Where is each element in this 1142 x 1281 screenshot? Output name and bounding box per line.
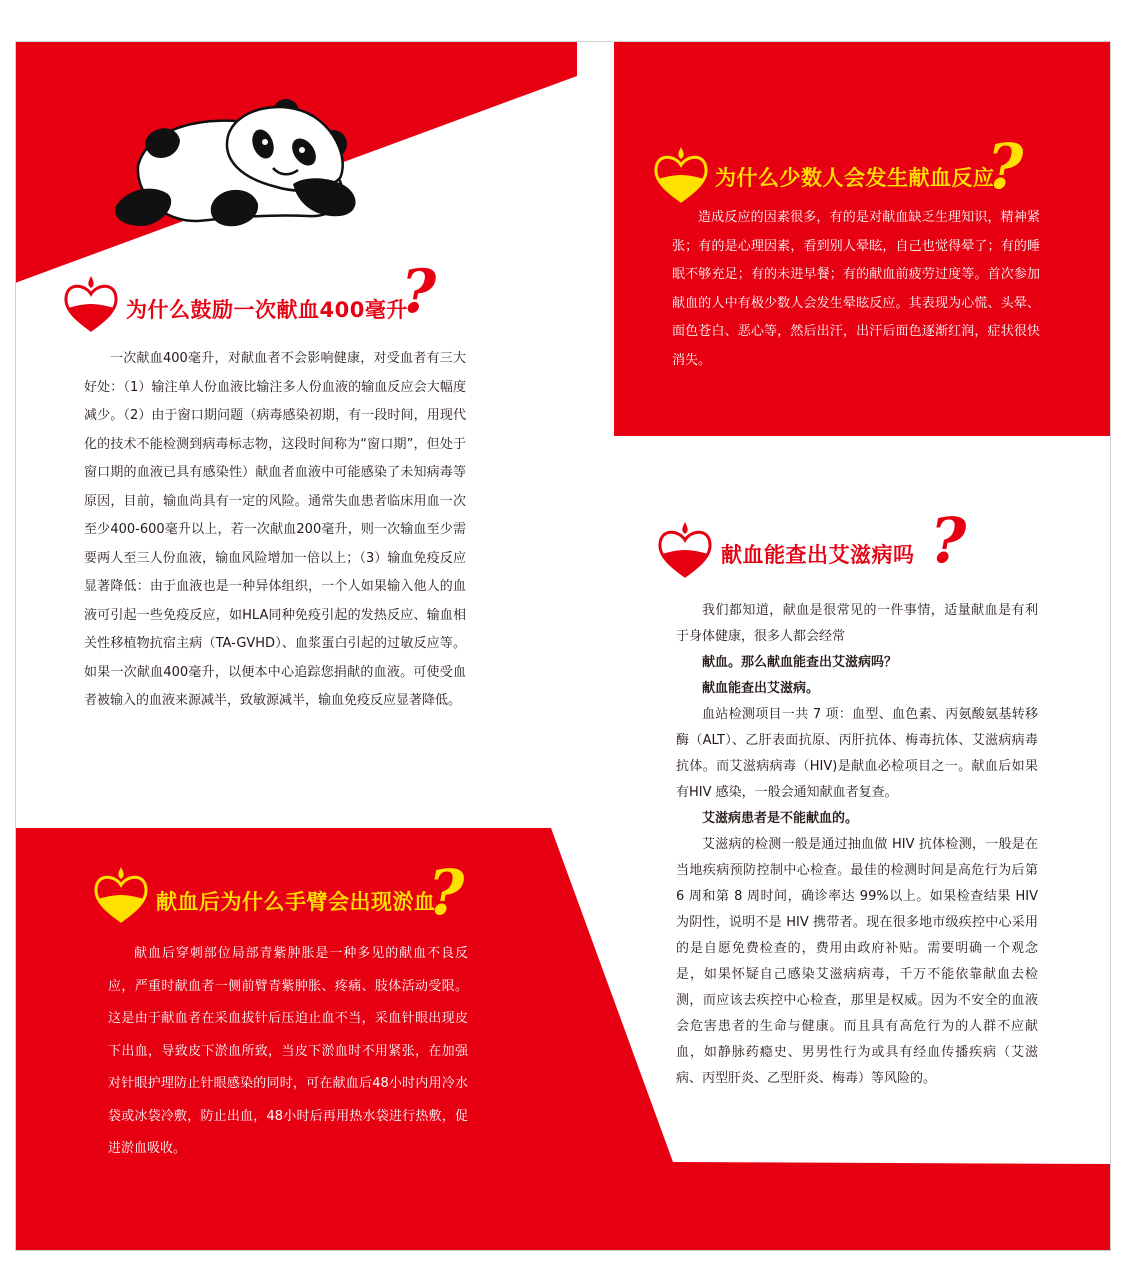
- question-mark-icon: ?: [401, 257, 437, 327]
- heart-drop-icon: [63, 274, 119, 332]
- paragraph: 血站检测项目一共 7 项：血型、血色素、丙氨酸氨基转移酶（ALT）、乙肝表面抗原、丙肝抗体、梅毒抗体、艾滋病病毒抗体。而艾滋病病毒（HIV)是献血必检项目之一。献血后如果有HIV 感染，一般会通知献血者复查。: [676, 707, 1038, 800]
- question-mark-icon: ?: [987, 130, 1024, 203]
- section-title-bruise: 献血后为什么手臂会出现淤血: [156, 890, 436, 914]
- panda-mascot-icon: [108, 96, 376, 241]
- paragraph-bold: 献血能查出艾滋病。: [702, 681, 820, 696]
- section-body-aids: [676, 598, 1038, 1092]
- section-title-aids: 献血能查出艾滋病吗: [721, 543, 915, 567]
- heart-drop-icon: [653, 145, 709, 203]
- paragraph: 造成反应的因素很多，有的是对献血缺乏生理知识，精神紧张；有的是心理因素，看到别人晕眩，自己也觉得晕了；有的睡眠不够充足；有的未进早餐；有的献血前疲劳过度等。首次参加献血的人中有极少数人会发生晕眩反应。其表现为心慌、头晕、面色苍白、恶心等，然后出汗，出汗后面色逐渐红润，症状很快消失。: [672, 210, 1040, 368]
- section-title-reaction: 为什么少数人会发生献血反应: [715, 166, 995, 190]
- section-title-400ml: 为什么鼓励一次献血400毫升: [126, 298, 408, 322]
- paragraph-bold: 献血。那么献血能查出艾滋病吗？: [702, 655, 898, 670]
- section-body-reaction: [672, 204, 1040, 375]
- heart-drop-icon: [93, 865, 149, 923]
- paragraph: 我们都知道，献血是很常见的一件事情，适量献血是有利于身体健康，很多人都会经常: [676, 603, 1038, 644]
- question-mark-icon: ?: [930, 504, 967, 577]
- question-mark-icon: ?: [428, 856, 465, 929]
- paragraph: 艾滋病的检测一般是通过抽血做 HIV 抗体检测，一般是在当地疾病预防控制中心检查。最佳的检测时间是高危行为后第 6 周和第 8 周时间，确诊率达 99%以上。如果检查结果 HIV 为阴性，说明不是 HIV 携带者。现在很多地市级疾控中心采用的是自愿免费检查的，费用由政府补贴。需要明确一个观念是，如果怀疑自己感染艾滋病病毒，千万不能依靠献血去检测，而应该去疾控中心检查，那里是权威。因为不安全的血液会危害患者的生命与健康。而且具有高危行为的人群不应献血，如静脉药瘾史、男男性行为或具有经血传播疾病（艾滋病、丙型肝炎、乙型肝炎、梅毒）等风险的。: [676, 837, 1038, 1086]
- section-body-400ml: [84, 345, 466, 716]
- section-body-bruise: [108, 938, 468, 1166]
- paragraph: 一次献血400毫升，对献血者不会影响健康，对受血者有三大好处：（1）输注单人份血液比输注多人份血液的输血反应会大幅度减少。（2）由于窗口期问题（病毒感染初期，有一段时间，用现代化的技术不能检测到病毒标志物，这段时间称为“窗口期”，但处于窗口期的血液已具有感染性）献血者血液中可能感染了未知病毒等原因，目前，输血尚具有一定的风险。通常失血患者临床用血一次至少400-600毫升以上，若一次献血200毫升，则一次输血至少需要两人至三人份血液，输血风险增加一倍以上；（3）输血免疫反应显著降低：由于血液也是一种异体组织，一个人如果输入他人的血液可引起一些免疫反应，如HLA同种免疫引起的发热反应、输血相关性移植物抗宿主病（TA-GVHD）、血浆蛋白引起的过敏反应等。如果一次献血400毫升，以便本中心追踪您捐献的血液。可使受血者被输入的血液来源减半，致敏源减半，输血免疫反应显著降低。: [84, 351, 466, 708]
- heart-drop-icon: [657, 520, 713, 578]
- paragraph-bold: 艾滋病患者是不能献血的。: [702, 811, 859, 826]
- paragraph: 献血后穿刺部位局部青紫肿胀是一种多见的献血不良反应，严重时献血者一侧前臂青紫肿胀、疼痛、肢体活动受限。这是由于献血者在采血拔针后压迫止血不当，采血针眼出现皮下出血，导致皮下淤血所致，当皮下淤血时不用紧张，在加强对针眼护理防止针眼感染的同时，可在献血后48小时内用冷水袋或冰袋冷敷，防止出血，48小时后再用热水袋进行热敷，促进淤血吸收。: [108, 946, 468, 1156]
